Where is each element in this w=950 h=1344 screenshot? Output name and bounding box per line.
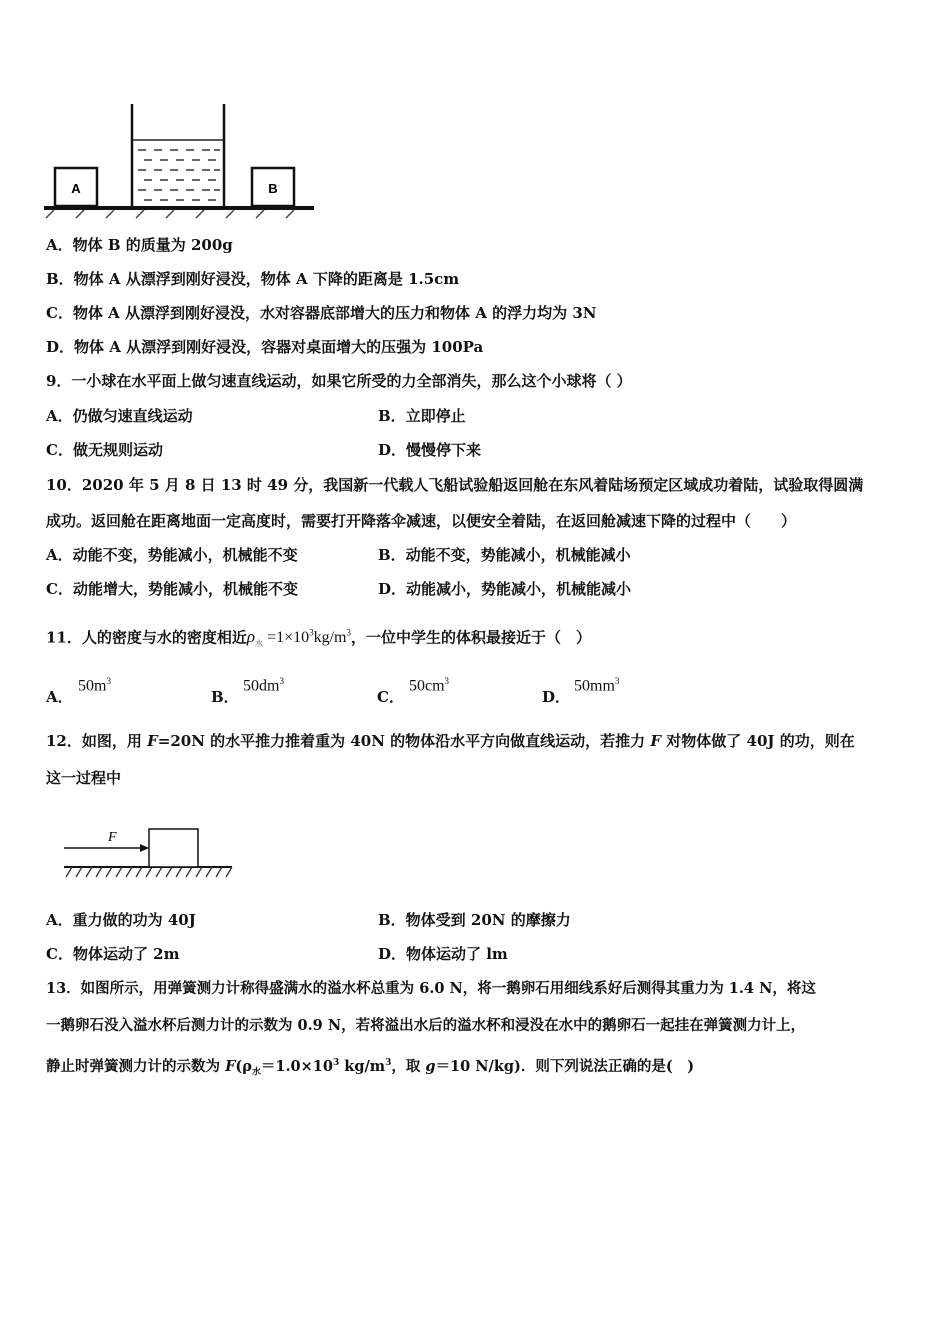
q11-option-b-label[interactable]: B． — [211, 688, 239, 706]
q8-figure — [44, 100, 316, 224]
q10-option-c[interactable]: C．动能增大，势能减小，机械能不变 — [46, 580, 298, 598]
q11-option-a-label[interactable]: A． — [46, 688, 73, 706]
q12-option-b[interactable]: B．物体受到 20N 的摩擦力 — [378, 911, 571, 929]
q11-option-d-label[interactable]: D． — [542, 688, 571, 706]
q11-option-a-value: $50m^3$ — [78, 676, 111, 695]
q12-stem-line1: 12．如图，用 F=20N 的水平推力推着重为 40N 的物体沿水平方向做直线运动，若推力 F 对物体做了 40J 的功，则在 — [46, 732, 855, 750]
force-label: F — [108, 830, 117, 845]
q11-option-c-value: $50cm^3$ — [409, 676, 450, 695]
q8-option-b[interactable]: B．物体 A 从漂浮到刚好浸没，物体 A 下降的距离是 1.5cm — [46, 270, 460, 288]
q11-stem — [46, 623, 591, 655]
q13-stem-line2: 一鹅卵石没入溢水杯后测力计的示数为 0.9 N，若将溢出水后的溢水杯和浸没在水中的鹅卵石一起挂在弹簧测力计上， — [46, 1017, 806, 1034]
q12-option-d[interactable]: D．物体运动了 lm — [378, 945, 508, 963]
block-a-label: A — [71, 181, 81, 196]
q10-option-a[interactable]: A．动能不变，势能减小，机械能不变 — [46, 546, 298, 564]
q8-option-d[interactable]: D．物体 A 从漂浮到刚好浸没，容器对桌面增大的压强为 100Pa — [46, 338, 484, 356]
q8-option-a[interactable]: A．物体 B 的质量为 200g — [46, 236, 233, 254]
q13-stem-line3: 静止时弹簧测力计的示数为 $F(\rho_水=1.0\times 10^3$ $kg/m^3$，取 g＝10 N/kg)．则下列说法正确的是( ) — [46, 1057, 695, 1078]
block-b-label: B — [268, 181, 278, 196]
q12-figure — [60, 822, 236, 882]
q10-option-b[interactable]: B．动能不变，势能减小，机械能减小 — [378, 546, 631, 564]
q11-stem-pre: 11．人的密度与水的密度相近 — [46, 628, 247, 647]
q8-option-c[interactable]: C．物体 A 从漂浮到刚好浸没，水对容器底部增大的压力和物体 A 的浮力均为 3N — [46, 304, 597, 322]
q10-stem-line1: 10．2020 年 5 月 8 日 13 时 49 分，我国新一代载人飞船试验船返回舱在东风着陆场预定区域成功着陆，试验取得圆满 — [46, 476, 864, 494]
water-pattern — [138, 150, 220, 200]
q12-option-a[interactable]: A．重力做的功为 40J — [46, 911, 196, 929]
q13-stem-line1: 13．如图所示，用弹簧测力计称得盛满水的溢水杯总重为 6.0 N，将一鹅卵石用细线系好后测得其重力为 1.4 N，将这 — [46, 980, 816, 997]
q11-formula: $\rho_水 =1\times 10^3kg/m^3$ — [246, 627, 351, 649]
q9-option-d[interactable]: D．慢慢停下来 — [378, 441, 482, 459]
q10-stem-line2: 成功。返回舱在距离地面一定高度时，需要打开降落伞减速，以便安全着陆，在返回舱减速下降的过程中（ ） — [46, 512, 797, 530]
q11-option-c-label[interactable]: C． — [377, 688, 404, 706]
q10-option-d[interactable]: D．动能减小，势能减小，机械能减小 — [378, 580, 632, 598]
q11-option-d-value: $50mm^3$ — [574, 676, 620, 695]
q9-option-a[interactable]: A．仍做匀速直线运动 — [46, 407, 193, 425]
q9-option-b[interactable]: B．立即停止 — [378, 407, 466, 425]
pushed-block — [149, 829, 198, 867]
q12-option-c[interactable]: C．物体运动了 2m — [46, 945, 180, 963]
q9-option-c[interactable]: C．做无规则运动 — [46, 441, 163, 459]
q11-stem-post: ，一位中学生的体积最接近于（ ） — [351, 628, 592, 647]
q12-stem-line2: 这一过程中 — [46, 769, 122, 787]
q11-option-b-value: $50dm^3$ — [243, 676, 284, 695]
q9-stem: 9．一小球在水平面上做匀速直线运动，如果它所受的力全部消失，那么这个小球将（ ） — [46, 372, 632, 390]
